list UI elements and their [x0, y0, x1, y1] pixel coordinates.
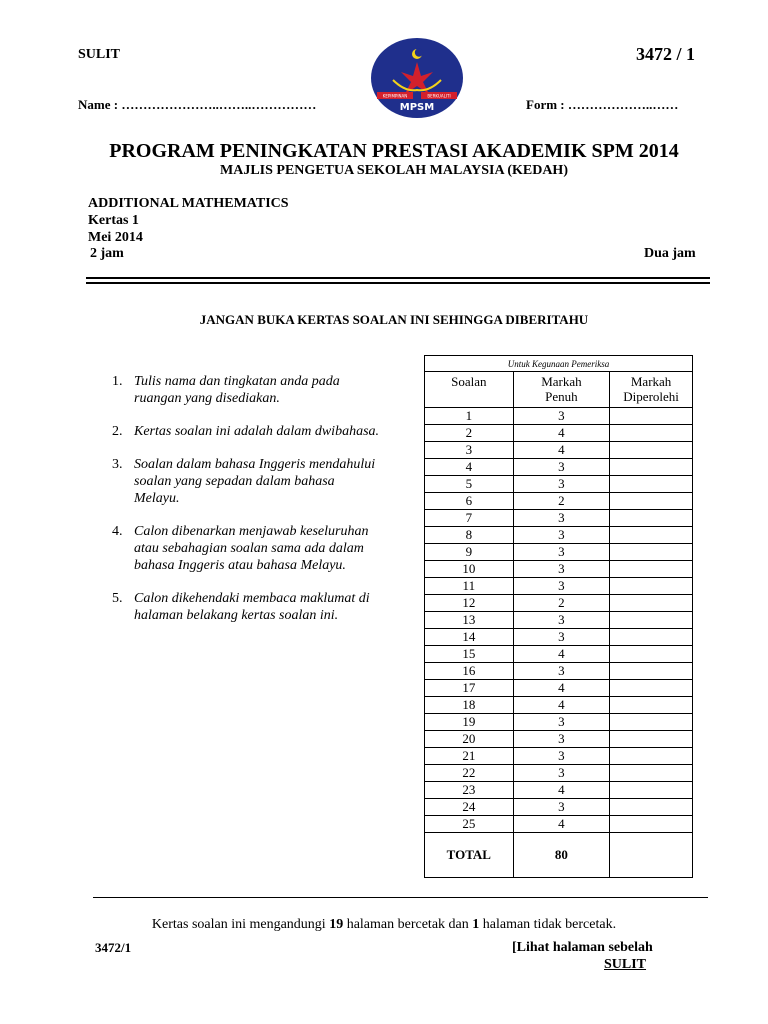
- full-marks: 3: [513, 476, 610, 493]
- full-marks: 3: [513, 799, 610, 816]
- table-caption: Untuk Kegunaan Pemeriksa: [425, 356, 693, 372]
- full-marks: 4: [513, 442, 610, 459]
- instructions-list: [112, 373, 382, 640]
- column-header-obtained-marks: Markah Diperolehi: [610, 372, 693, 408]
- table-row: [425, 748, 693, 765]
- full-marks: 3: [513, 714, 610, 731]
- question-number: 23: [425, 782, 514, 799]
- question-number: 24: [425, 799, 514, 816]
- table-row: [425, 544, 693, 561]
- question-number: 3: [425, 442, 514, 459]
- obtained-marks-cell[interactable]: [610, 748, 693, 765]
- full-marks: 4: [513, 425, 610, 442]
- table-row: [425, 680, 693, 697]
- full-marks: 4: [513, 680, 610, 697]
- question-number: 6: [425, 493, 514, 510]
- question-number: 10: [425, 561, 514, 578]
- paper-code-top: 3472 / 1: [636, 44, 696, 64]
- full-marks: 3: [513, 408, 610, 425]
- divider-bottom: [86, 282, 710, 284]
- full-marks: 3: [513, 544, 610, 561]
- full-marks: 3: [513, 663, 610, 680]
- question-number: 25: [425, 816, 514, 833]
- list-item: 3. Soalan dalam bahasa Inggeris mendahului soalan yang sepadan dalam bahasa Melayu.: [112, 457, 376, 506]
- table-row: [425, 476, 693, 493]
- obtained-marks-cell[interactable]: [610, 595, 693, 612]
- do-not-open-warning: JANGAN BUKA KERTAS SOALAN INI SEHINGGA DIBERITAHU: [199, 312, 589, 327]
- list-item: 2. Kertas soalan ini adalah dalam dwibahasa.: [112, 424, 380, 439]
- obtained-marks-cell[interactable]: [610, 765, 693, 782]
- table-row: [425, 765, 693, 782]
- column-header-question: Soalan: [425, 372, 514, 408]
- obtained-marks-cell[interactable]: [610, 782, 693, 799]
- table-row: [425, 459, 693, 476]
- list-item: 1. Tulis nama dan tingkatan anda pada ruangan yang disediakan.: [112, 374, 340, 406]
- subject-name: ADDITIONAL MATHEMATICS: [88, 196, 289, 211]
- full-marks: 3: [513, 459, 610, 476]
- mpsm-logo: [369, 36, 465, 120]
- full-marks: 2: [513, 493, 610, 510]
- full-marks: 3: [513, 731, 610, 748]
- question-number: 14: [425, 629, 514, 646]
- total-row: [425, 833, 693, 878]
- next-page-note: [Lihat halaman sebelah: [512, 940, 653, 955]
- full-marks: 4: [513, 816, 610, 833]
- obtained-marks-cell[interactable]: [610, 731, 693, 748]
- obtained-marks-cell[interactable]: [610, 646, 693, 663]
- obtained-marks-cell[interactable]: [610, 510, 693, 527]
- examiner-marks-table: [424, 355, 693, 878]
- page-count-note: Kertas soalan ini mengandungi 19 halaman bercetak dan 1 halaman tidak bercetak.: [151, 917, 617, 932]
- exam-subtitle: MAJLIS PENGETUA SEKOLAH MALAYSIA (KEDAH): [220, 163, 568, 178]
- full-marks: 3: [513, 612, 610, 629]
- obtained-marks-cell[interactable]: [610, 799, 693, 816]
- paper-code-bottom: 3472/1: [95, 940, 132, 955]
- full-marks: 3: [513, 748, 610, 765]
- table-row: [425, 612, 693, 629]
- exam-duration-words: Dua jam: [644, 246, 696, 261]
- full-marks: 4: [513, 646, 610, 663]
- table-row: [425, 816, 693, 833]
- obtained-marks-cell[interactable]: [610, 680, 693, 697]
- table-row: [425, 408, 693, 425]
- question-number: 8: [425, 527, 514, 544]
- obtained-marks-cell[interactable]: [610, 629, 693, 646]
- footer-divider: [93, 897, 708, 898]
- table-row: [425, 595, 693, 612]
- question-number: 7: [425, 510, 514, 527]
- obtained-marks-cell[interactable]: [610, 459, 693, 476]
- question-number: 22: [425, 765, 514, 782]
- question-number: 12: [425, 595, 514, 612]
- full-marks: 2: [513, 595, 610, 612]
- obtained-marks-cell[interactable]: [610, 561, 693, 578]
- column-header-full-marks: Markah Penuh: [513, 372, 610, 408]
- exam-title: PROGRAM PENINGKATAN PRESTASI AKADEMIK SPM 2014: [109, 140, 679, 162]
- table-row: [425, 578, 693, 595]
- full-marks: 3: [513, 527, 610, 544]
- question-number: 16: [425, 663, 514, 680]
- question-number: 11: [425, 578, 514, 595]
- exam-date: Mei 2014: [88, 230, 143, 245]
- obtained-marks-cell[interactable]: [610, 544, 693, 561]
- obtained-marks-cell[interactable]: [610, 408, 693, 425]
- full-marks: 3: [513, 561, 610, 578]
- full-marks: 4: [513, 782, 610, 799]
- full-marks: 3: [513, 629, 610, 646]
- table-row: [425, 731, 693, 748]
- name-field[interactable]: Name : …………………..……..……………: [78, 97, 317, 112]
- total-value: 80: [513, 833, 610, 878]
- exam-duration: 2 jam: [90, 246, 124, 261]
- obtained-marks-cell[interactable]: [610, 493, 693, 510]
- obtained-marks-cell[interactable]: [610, 697, 693, 714]
- svg-text:BERKUALITI: BERKUALITI: [427, 93, 451, 99]
- full-marks: 3: [513, 765, 610, 782]
- table-row: [425, 442, 693, 459]
- table-row: [425, 646, 693, 663]
- obtained-marks-cell[interactable]: [610, 612, 693, 629]
- svg-text:KEPIMPINAN: KEPIMPINAN: [382, 93, 408, 99]
- question-number: 5: [425, 476, 514, 493]
- obtained-marks-cell[interactable]: [610, 578, 693, 595]
- classification-label-top: SULIT: [78, 47, 121, 62]
- question-number: 9: [425, 544, 514, 561]
- obtained-marks-cell[interactable]: [610, 476, 693, 493]
- table-row: [425, 425, 693, 442]
- table-row: [425, 663, 693, 680]
- question-number: 4: [425, 459, 514, 476]
- obtained-marks-cell[interactable]: [610, 442, 693, 459]
- question-number: 21: [425, 748, 514, 765]
- table-row: [425, 510, 693, 527]
- paper-number: Kertas 1: [88, 213, 139, 228]
- obtained-marks-cell[interactable]: [610, 663, 693, 680]
- table-row: [425, 782, 693, 799]
- obtained-marks-cell[interactable]: [610, 816, 693, 833]
- full-marks: 3: [513, 578, 610, 595]
- table-row: [425, 493, 693, 510]
- table-row: [425, 561, 693, 578]
- question-number: 1: [425, 408, 514, 425]
- question-number: 20: [425, 731, 514, 748]
- total-obtained-cell[interactable]: [610, 833, 693, 878]
- table-row: [425, 697, 693, 714]
- full-marks: 3: [513, 510, 610, 527]
- question-number: 15: [425, 646, 514, 663]
- total-label: TOTAL: [425, 833, 514, 878]
- obtained-marks-cell[interactable]: [610, 714, 693, 731]
- question-number: 2: [425, 425, 514, 442]
- question-number: 19: [425, 714, 514, 731]
- list-item: 5. Calon dikehendaki membaca maklumat di halaman belakang kertas soalan ini.: [112, 591, 370, 623]
- list-item: 4. Calon dibenarkan menjawab keseluruhan atau sebahagian soalan sama ada dalam bahasa Inggeris atau bahasa Melayu.: [112, 524, 369, 573]
- table-row: [425, 799, 693, 816]
- divider-top: [86, 277, 710, 279]
- table-row: [425, 714, 693, 731]
- full-marks: 4: [513, 697, 610, 714]
- obtained-marks-cell[interactable]: [610, 527, 693, 544]
- question-number: 18: [425, 697, 514, 714]
- question-number: 17: [425, 680, 514, 697]
- table-row: [425, 629, 693, 646]
- classification-label-bottom: SULIT: [604, 957, 647, 972]
- question-number: 13: [425, 612, 514, 629]
- table-row: [425, 527, 693, 544]
- obtained-marks-cell[interactable]: [610, 425, 693, 442]
- form-field[interactable]: Form : ………………..……: [526, 97, 679, 112]
- svg-text:MPSM: MPSM: [399, 102, 435, 113]
